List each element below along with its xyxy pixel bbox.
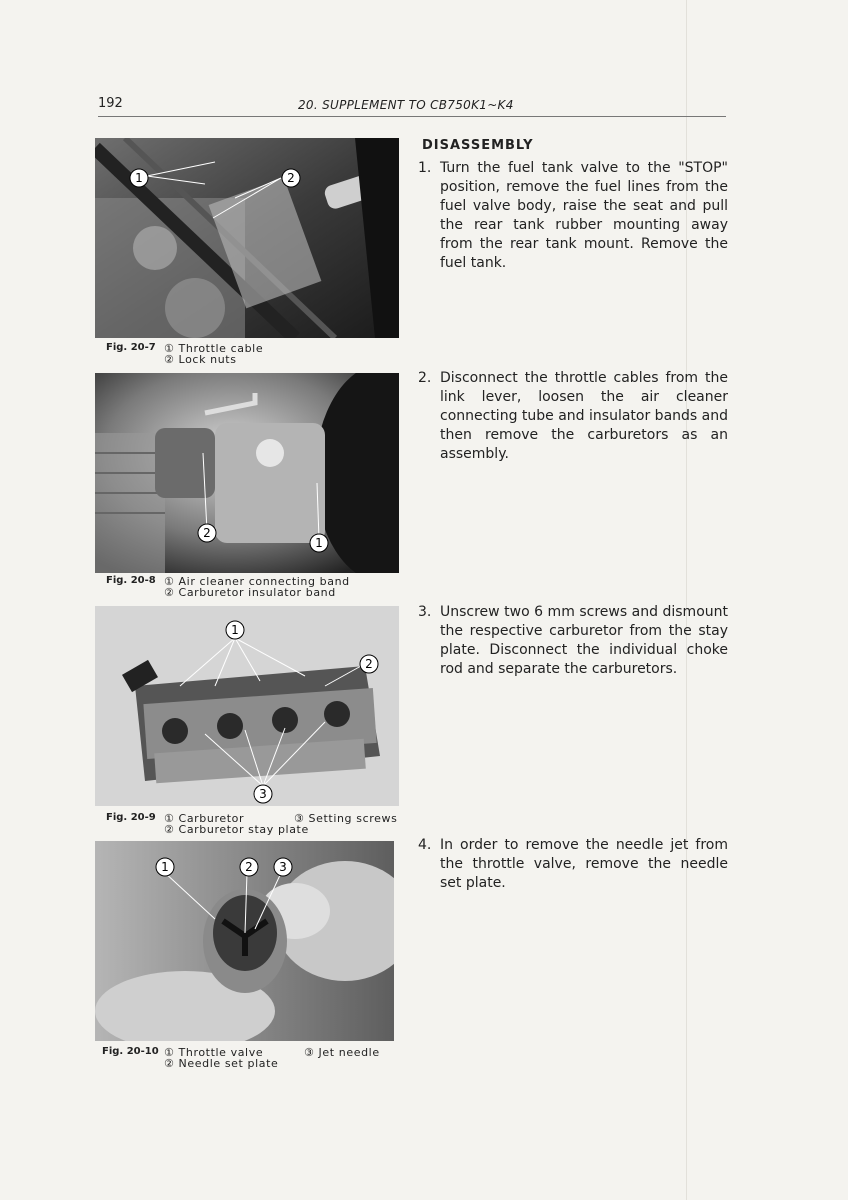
- page-header: [98, 96, 726, 118]
- fig-20-10-callout-3: 3: [279, 860, 287, 874]
- fig-20-9-photo: [95, 606, 399, 806]
- fig-20-10-item-1: ① Throttle valve: [164, 1046, 264, 1059]
- step-3-text: Unscrew two 6 mm screws and dismount the respective carburetor from the stay plate. Disconnect the individual choke rod and separate the carburetors.: [440, 604, 728, 677]
- step-4: [418, 836, 728, 896]
- fig-20-8-photo: [95, 373, 399, 573]
- fig-20-8-item-2: ② Carburetor insulator band: [164, 586, 336, 599]
- fig-20-9-callout-2: 2: [365, 657, 373, 671]
- fig-20-7-photo: [95, 138, 399, 338]
- fig-20-8-item-1: ① Air cleaner connecting band: [164, 575, 350, 588]
- section-heading: DISASSEMBLY: [422, 138, 534, 153]
- fig-20-7-caption: [106, 342, 406, 368]
- fig-20-10-item-3: ③ Jet needle: [304, 1046, 380, 1059]
- fig-20-7-item-1: ① Throttle cable: [164, 342, 264, 355]
- fig-20-10-photo: [95, 841, 394, 1041]
- fig-20-8-callout-2: 2: [203, 526, 211, 540]
- step-3: [418, 603, 728, 683]
- fig-20-10-callout-2: 2: [245, 860, 253, 874]
- fig-20-7-callout-2: 2: [287, 171, 295, 185]
- fig-20-10-callout-1: 1: [161, 860, 169, 874]
- fig-20-9-callout-3: 3: [259, 787, 267, 801]
- fig-20-10-caption: [102, 1046, 402, 1072]
- fig-20-9-item-2: ② Carburetor stay plate: [164, 823, 309, 836]
- step-2-number: 2.: [418, 370, 432, 386]
- fig-20-8-callout-1: 1: [315, 536, 323, 550]
- step-3-number: 3.: [418, 604, 432, 620]
- fig-20-10-item-2: ② Needle set plate: [164, 1057, 279, 1070]
- fig-20-7-item-2: ② Lock nuts: [164, 353, 237, 366]
- fig-20-9-item-1: ① Carburetor: [164, 812, 245, 825]
- step-1-text: Turn the fuel tank valve to the "STOP" position, remove the fuel lines from the fuel valve body, raise the seat and pull the rear tank rubber mounting away from the rear tank mount. Remove the fuel tank.: [440, 160, 728, 271]
- fig-20-9-callout-1: 1: [231, 623, 239, 637]
- step-4-number: 4.: [418, 837, 432, 853]
- fig-20-8-label: Fig. 20-8: [106, 575, 156, 586]
- fig-20-9-caption: [106, 812, 406, 838]
- running-title: 20. SUPPLEMENT TO CB750K1~K4: [298, 98, 514, 112]
- fig-20-10-label: Fig. 20-10: [102, 1046, 159, 1057]
- page-number: 192: [98, 96, 123, 111]
- fig-20-8-caption: [106, 575, 406, 601]
- step-1: [418, 159, 728, 274]
- header-rule: [98, 116, 726, 117]
- step-2-text: Disconnect the throttle cables from the link lever, loosen the air cleaner connecting tube and insulator bands and then remove the carburetors as an assembly.: [440, 370, 728, 462]
- step-2: [418, 369, 728, 465]
- fig-20-7-callout-1: 1: [135, 171, 143, 185]
- fig-20-9-item-3: ③ Setting screws: [294, 812, 398, 825]
- fig-20-7-label: Fig. 20-7: [106, 342, 156, 353]
- step-1-number: 1.: [418, 160, 432, 176]
- step-4-text: In order to remove the needle jet from the throttle valve, remove the needle set plate.: [440, 837, 728, 891]
- fig-20-9-label: Fig. 20-9: [106, 812, 156, 823]
